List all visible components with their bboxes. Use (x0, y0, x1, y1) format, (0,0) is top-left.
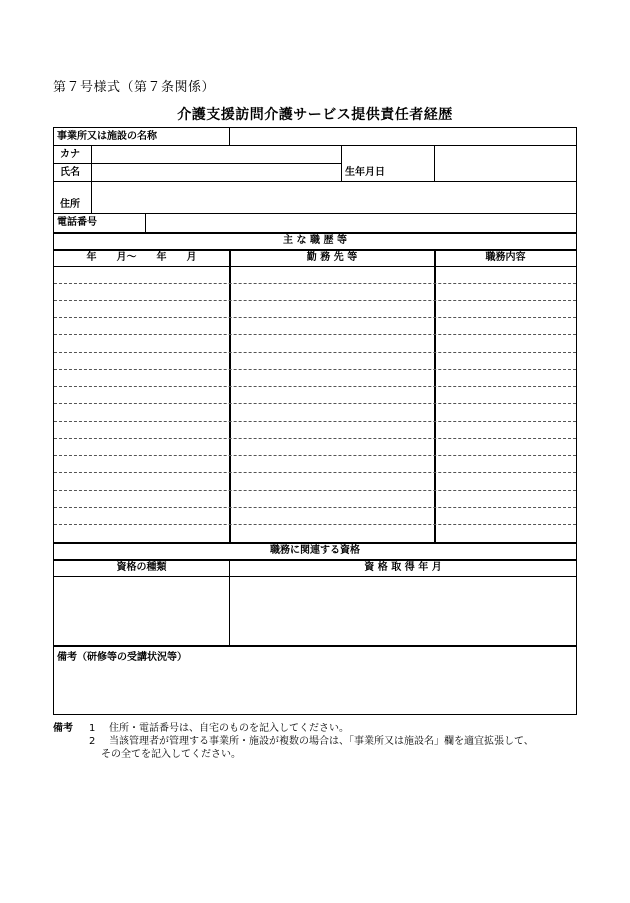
career-row-line (54, 317, 576, 318)
note-text: 住所・電話番号は、自宅のものを記入してください。 (109, 723, 349, 734)
career-form (53, 127, 577, 715)
column-divider (91, 146, 92, 213)
remarks-label: 備考（研修等の受講状況等） (57, 652, 187, 663)
column-divider (434, 146, 435, 182)
qualification-date-header: 資 格 取 得 年 月 (364, 562, 442, 573)
career-row-line (54, 334, 576, 335)
row-divider (54, 181, 576, 182)
column-divider (229, 250, 231, 542)
note-text: その全てを記入してください。 (101, 749, 241, 760)
column-divider (229, 128, 230, 146)
row-divider (54, 576, 576, 577)
notes-label: 備考 (53, 723, 73, 734)
column-divider (145, 213, 146, 233)
name-label: 氏名 (60, 167, 80, 178)
career-row-line (54, 472, 576, 473)
section-divider (54, 232, 576, 234)
qualification-section-title: 職務に関連する資格 (270, 545, 360, 556)
career-row-line (54, 524, 576, 525)
row-divider (54, 213, 576, 214)
career-row-line (54, 455, 576, 456)
note-item (53, 722, 593, 735)
kana-label: カナ (60, 149, 80, 160)
section-divider (54, 249, 576, 251)
column-divider (341, 146, 342, 182)
career-row-line (54, 283, 576, 284)
note-continuation (53, 748, 593, 761)
career-row-line (54, 352, 576, 353)
note-item (53, 735, 593, 748)
address-label: 住所 (60, 199, 80, 210)
page-title: 介護支援訪問介護サービス提供責任者経歴 (177, 107, 453, 123)
column-divider (434, 250, 436, 542)
career-row-line (54, 438, 576, 439)
facility-label: 事業所又は施設の名称 (57, 131, 157, 142)
career-row-line (54, 369, 576, 370)
career-row-line (54, 403, 576, 404)
career-row-line (54, 300, 576, 301)
career-row-line (54, 507, 576, 508)
qualification-type-header: 資格の種類 (116, 562, 167, 573)
phone-label: 電話番号 (57, 217, 97, 228)
section-divider (54, 645, 576, 647)
birthdate-label: 生年月日 (345, 167, 385, 178)
section-divider (54, 542, 576, 544)
period-column-header: 年 月～ 年 月 (86, 252, 197, 263)
form-number: 第７号様式（第７条関係） (53, 80, 216, 95)
career-row-line (54, 386, 576, 387)
row-divider (54, 266, 576, 267)
career-row-line (54, 490, 576, 491)
row-divider (54, 145, 576, 146)
section-divider (54, 559, 576, 561)
row-divider (54, 163, 341, 164)
note-text: 当該管理者が管理する事業所・施設が複数の場合は、「事業所又は施設名」欄を適宜拡張して、 (109, 736, 534, 747)
note-number: 1 (89, 723, 96, 734)
career-row-line (54, 421, 576, 422)
career-section-title: 主 な 職 歴 等 (283, 235, 347, 246)
duties-column-header: 職務内容 (485, 252, 526, 263)
employer-column-header: 勤 務 先 等 (306, 252, 358, 263)
note-number: 2 (89, 736, 96, 747)
notes-section (53, 722, 593, 761)
